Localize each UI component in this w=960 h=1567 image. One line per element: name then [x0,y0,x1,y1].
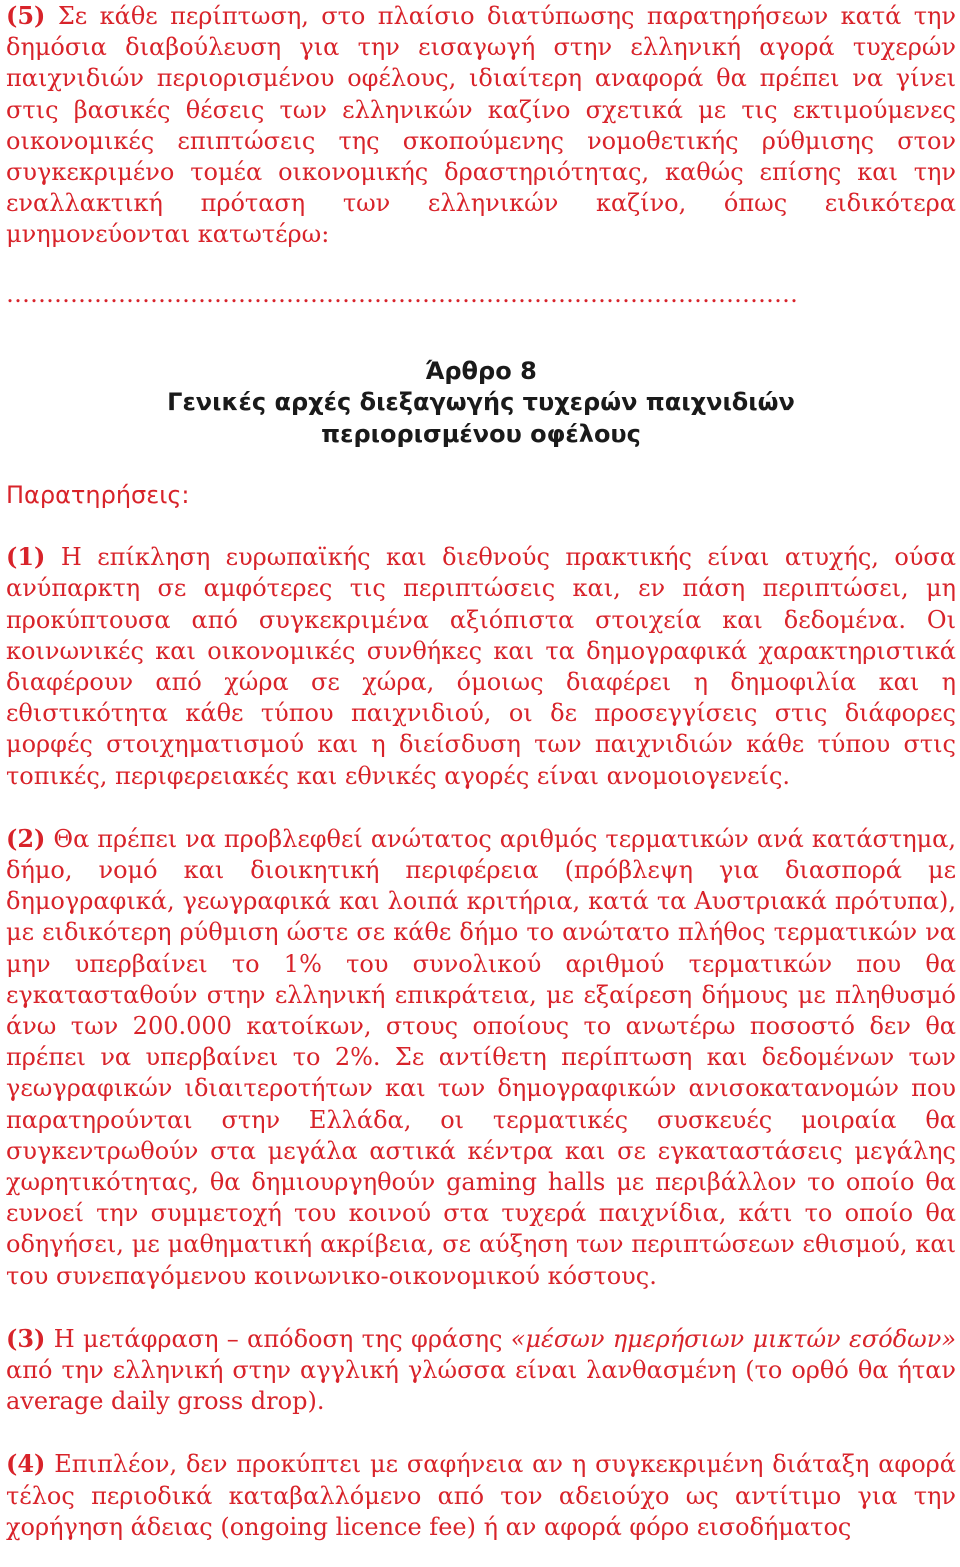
observation-number: (3) [6,1323,46,1353]
article-heading [6,356,956,451]
observation-quote: «μέσων ημερήσιων μικτών εσόδων» [510,1324,956,1353]
article-subtitle-line-2: περιορισμένου οφέλους [321,419,641,448]
paragraph-5 [6,0,956,251]
spacer [6,792,956,823]
article-subtitle-line-1: Γενικές αρχές διεξαγωγής τυχερών παιχνιδιών [167,388,795,417]
observation-text-before: Η μετάφραση – απόδοση της φράσης [45,1324,511,1353]
article-title: Άρθρο 8 [425,356,537,385]
dotted-separator: ……………………………………………………………………………………… [6,279,798,308]
observation-number: (2) [6,823,46,853]
paragraph-text: Σε κάθε περίπτωση, στο πλαίσιο διατύπωσης παρατηρήσεων κατά την δημόσια διαβούλευση για την εισαγωγή στην ελληνική αγορά τυχερών παιχνιδιών περιορισμένου οφέλους, ιδιαίτερη αναφορά θα πρέπει να γίνει στις βασικές θέσεις των ελληνικών καζίνο σχετικά με τις εκτιμούμενες οικονομικές επιπτώσεις της σκοπούμενης νομοθετικής ρύθμισης στον συγκεκριμένο τομέα οικονομικής δραστηριότητας, καθώς επίσης και την εναλλακτική πρόταση των ελληνικών καζίνο, όπως ειδικότερα μνημονεύονται κατωτέρω: [6,2,956,249]
observation-text: Η επίκληση ευρωπαϊκής και διεθνούς πρακτικής είναι ατυχής, ούσα ανύπαρκτη σε αμφότερες τις περιπτώσεις και, εν πάση περιπτώσει, μη προκύπτουσα από συγκεκριμένα αξιόπιστα στοιχεία και δεδομένα. Οι κοινωνικές και οικονομικές συνθήκες και τα δημογραφικά χαρακτηριστικά διαφέρουν από χώρα σε χώρα, όμοιως διαφέρει η δημοφιλία και η εθιστικότητα κάθε τύπου παιχνιδιού, οι δε προσεγγίσεις στις διάφορες μορφές στοιχηματισμού και η διείσδυση των παιχνιδιών κάθε τύπου στις τοπικές, περιφερειακές και εθνικές αγορές είναι ανομοιογενείς. [6,543,956,790]
spacer [6,1292,956,1323]
document-page [6,0,956,1543]
remarks-label: Παρατηρήσεις: [6,481,190,510]
spacer [6,1417,956,1448]
observation-text: Θα πρέπει να προβλεφθεί ανώτατος αριθμός τερματικών ανά κατάστημα, δήμο, νομό και διοικητική περιφέρεια (πρόβλεψη για διασπορά με δημογραφικά, γεωγραφικά και λοιπά κριτήρια, κατά τα Αυστριακά πρότυπα), με ειδικότερη ρύθμιση ώστε σε κάθε δήμο το ανώτατο πλήθος τερματικών να μην υπερβαίνει το 1% του συνολικού αριθμού τερματικών που θα εγκατασταθούν στην ελληνική επικράτεια, με εξαίρεση δήμους με πληθυσμό άνω των 200.000 κατοίκων, στους οποίους το ανωτέρω ποσοστό δεν θα πρέπει να υπερβαίνει το 2%. Σε αντίθετη περίπτωση και δεδομένων των γεωγραφικών ιδιαιτεροτήτων και των δημογραφικών ανισοκατανομών που παρατηρούνται στην Ελλάδα, οι τερματικές συσκευές μοιραία θα συγκεντρωθούν στα μεγάλα αστικά κέντρα και σε εγκαταστάσεις μεγάλης χωρητικότητας, θα δημιουργηθούν gaming halls με περιβάλλον το οποίο θα ευνοεί την συμμετοχή του κοινού στα τυχερά παιχνίδια, κάτι το οποίο θα οδηγήσει, με μαθηματική ακρίβεια, σε αύξηση των περιπτώσεων εθισμού, και του συνεπαγόμενου κοινωνικο-οικονομικού κόστους. [6,824,956,1290]
observation-text: Επιπλέον, δεν προκύπτει με σαφήνεια αν η συγκεκριμένη διάταξη αφορά τέλος περιοδικά καταβαλλόμενο από τον αδειούχο ως αντίτιμο για την χορήγηση άδειας (ongoing licence fee) ή αν αφορά φόρο εισοδήματος [6,1450,956,1541]
observation-number: (1) [6,542,46,572]
observation-1 [6,541,956,792]
paragraph-number: (5) [6,1,46,30]
observation-text-after: από την ελληνική στην αγγλική γλώσσα είναι λανθασμένη (το ορθό θα ήταν average daily gross drop). [6,1356,956,1416]
observation-4 [6,1448,956,1543]
observation-2 [6,823,956,1292]
spacer [6,511,956,541]
observation-number: (4) [6,1449,46,1479]
observation-3 [6,1323,956,1418]
